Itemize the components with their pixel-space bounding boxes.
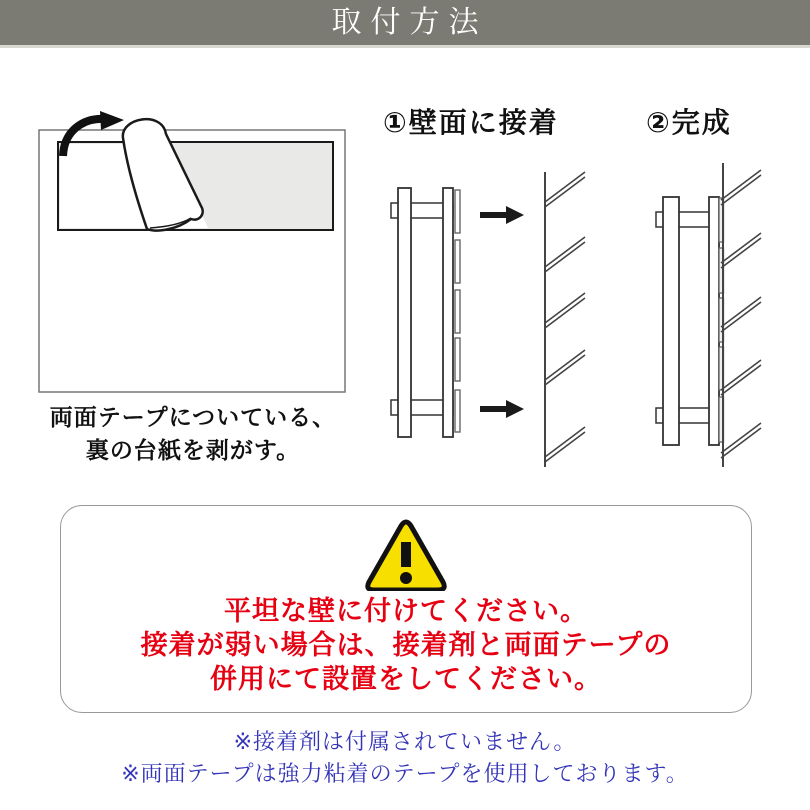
warning-triangle-icon [364,519,448,591]
step1-heading: ①壁面に接着 [383,107,559,138]
attach-to-wall-diagram [385,165,600,475]
panel-bar-left [398,188,411,437]
completed-diagram [650,158,775,473]
footnote-line1: ※接着剤は付属されていません。 [233,729,577,754]
footnote-line2: ※両面テープは強力粘着のテープを使用しております。 [121,761,689,786]
warning-line2: 接着が弱い場合は、接着剤と両面テープの [140,630,672,660]
peel-backing-diagram [38,110,348,395]
warning-text [141,594,672,696]
peel-caption [30,401,356,467]
tape-strips [455,190,460,432]
footnotes [0,726,810,790]
step2-heading: ②完成 [646,107,732,138]
curved-peel-arrow-head [100,111,124,130]
peel-caption-line1: 両面テープについている、 [49,404,337,430]
warning-line3: 併用にて設置をしてください。 [210,664,602,694]
warning-box [60,505,752,713]
warning-line1: 平坦な壁に付けてください。 [224,596,588,626]
right-arrow-icon [480,206,524,224]
panel-bar-right [443,188,453,437]
panel-bar-left [663,197,679,445]
right-arrow-icon [480,400,524,418]
page-title: 取付方法 [331,6,488,39]
panel-bar-right [709,197,719,445]
hatched-wall-icon [721,170,761,458]
peel-caption-line2: 裏の台紙を剥がす。 [85,437,301,463]
header-bar [0,0,810,48]
hatched-wall-icon [545,172,585,462]
